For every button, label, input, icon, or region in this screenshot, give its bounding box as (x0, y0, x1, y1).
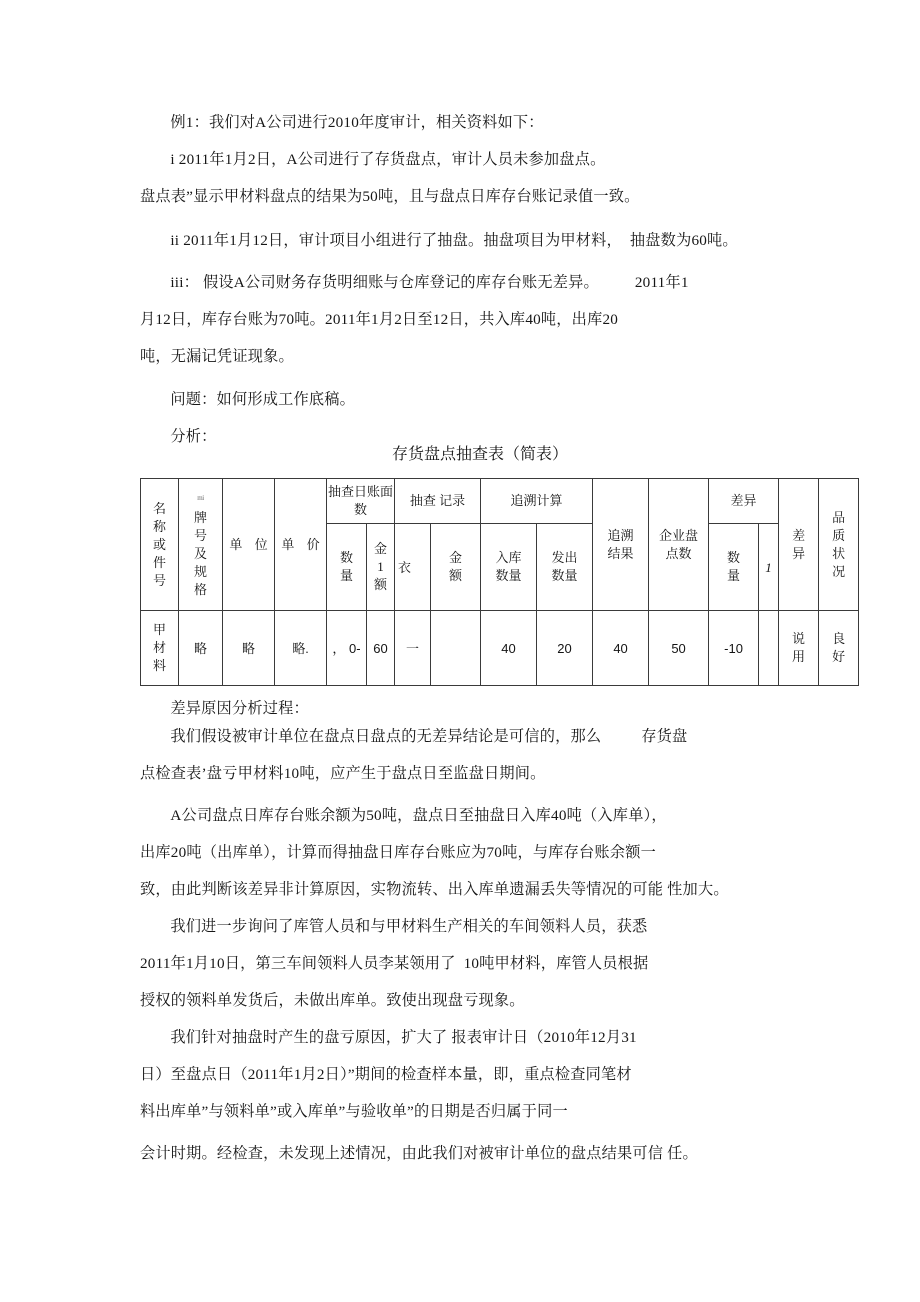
th-unit: 单 位 (223, 479, 275, 611)
cell-record-qty: 一 (395, 611, 431, 686)
cell-diff-extra (759, 611, 779, 686)
paragraph-p11 (140, 718, 820, 755)
th-unit-price: 单 价 (275, 479, 327, 611)
paragraph-text: 吨，无漏记凭证现象。 (140, 348, 294, 365)
cell-spec: 略 (179, 611, 223, 686)
cell-name: 甲材料 (141, 611, 179, 686)
th-sub-outbound-qty: 发出数量 (537, 524, 593, 611)
paragraph-text: ii 2011年1月12日，审计项目小组进行了抽盘。抽盘项目为甲材料， 抽盘数为60吨。 (170, 232, 738, 249)
cell-book-qty: ， 0- (327, 611, 367, 686)
cell-record-amount (431, 611, 481, 686)
paragraph-text: 差异原因分析过程： (170, 700, 309, 717)
inventory-spot-check-table (140, 478, 859, 686)
cell-trace-out: 20 (537, 611, 593, 686)
th-sub-record-qty: 衣 (395, 524, 431, 611)
paragraph-p18 (140, 982, 820, 1019)
th-brand-superscript: mi (197, 493, 204, 502)
paragraph-text: 点检查表’盘亏甲材料10吨，应产生于盘点日至监盘日期间。 (140, 765, 546, 782)
paragraph-p8 (140, 381, 820, 418)
paragraph-text: A公司盘点日库存台账余额为50吨，盘点日至抽盘日入库40吨（入库单）， (170, 807, 667, 824)
paragraph-text: 会计时期。经检查，未发现上述情况，由此我们对被审计单位的盘点结果可信 任。 (140, 1145, 698, 1162)
paragraph-p19 (140, 1019, 820, 1056)
paragraph-text: 问题：如何形成工作底稿。 (170, 391, 356, 408)
paragraph-text: 日）至盘点日（2011年1月2日）”期间的检查样本量，即，重点检查同笔材 (140, 1066, 632, 1083)
cell-diff-reason: 说用 (779, 611, 819, 686)
th-sub-diff-extra (759, 524, 779, 611)
paragraph-p6 (140, 301, 820, 338)
th-quality-status: 品质状况 (819, 479, 859, 611)
th-enterprise-count: 企业盘点数 (649, 479, 709, 611)
th-sub-inbound-qty: 入库数量 (481, 524, 537, 611)
paragraph-text: 盘点表”显示甲材料盘点的结果为50吨，且与盘点日库存台账记录值一致。 (140, 188, 640, 205)
paragraph-text: iii： 假设A公司财务存货明细账与仓库登记的库存台账无差异。 2011年1 (170, 274, 689, 291)
paragraph-p1 (140, 104, 820, 141)
table-row (141, 611, 859, 686)
paragraph-p7 (140, 338, 820, 375)
cell-diff-qty: -10 (709, 611, 759, 686)
paragraph-p5 (140, 264, 820, 301)
paragraph-p16 (140, 908, 820, 945)
slash-mark: 1 (765, 559, 772, 575)
paragraph-p15 (140, 871, 820, 908)
cell-unit: 略 (223, 611, 275, 686)
th-spotcheck-record-group: 抽查 记录 (395, 479, 481, 524)
cell-trace-in: 40 (481, 611, 537, 686)
th-sub-diff-qty: 数量 (709, 524, 759, 611)
th-sub-book-amount: 金1额 (367, 524, 395, 611)
cell-trace-result: 40 (593, 611, 649, 686)
th-sub-record-amount: 金额 (431, 524, 481, 611)
cell-book-amount: 60 (367, 611, 395, 686)
cell-quality: 良好 (819, 611, 859, 686)
th-trace-calc-group: 追溯计算 (481, 479, 593, 524)
th-book-qty-group: 抽查日账面数 (327, 479, 395, 524)
paragraph-p21 (140, 1093, 820, 1130)
paragraph-p22 (140, 1135, 820, 1172)
paragraph-p13 (140, 797, 820, 834)
table-header-row-1 (141, 479, 859, 524)
paragraph-text: 致，由此判断该差异非计算原因，实物流转、出入库单遗漏丢失等情况的可能 性加大。 (140, 881, 729, 898)
paragraph-p20 (140, 1056, 820, 1093)
table-title: 存货盘点抽查表（简表） (391, 446, 568, 463)
paragraph-text: 例1：我们对A公司进行2010年度审计，相关资料如下： (170, 114, 544, 131)
paragraph-text: 我们进一步询问了库管人员和与甲材料生产相关的车间领料人员，获悉 (170, 918, 648, 935)
paragraph-p12 (140, 755, 820, 792)
paragraph-text: 授权的领料单发货后，未做出库单。致使出现盘亏现象。 (140, 992, 525, 1009)
th-sub-book-qty: 数量 (327, 524, 367, 611)
paragraph-text: 分析： (170, 428, 217, 445)
paragraph-p14 (140, 834, 820, 871)
paragraph-text: 月12日，库存台账为70吨。2011年1月2日至12日，共入库40吨，出库20 (140, 311, 619, 328)
paragraph-text: i 2011年1月2日，A公司进行了存货盘点，审计人员未参加盘点。 (170, 151, 606, 168)
paragraph-text: 出库20吨（出库单），计算而得抽盘日库存台账应为70吨，与库存台账余额一 (140, 844, 656, 861)
paragraph-text: 2011年1月10日，第三车间领料人员李某领用了 10吨甲材料，库管人员根据 (140, 955, 649, 972)
paragraph-p17 (140, 945, 820, 982)
paragraph-p4 (140, 222, 820, 259)
paragraph-p2 (140, 141, 820, 178)
th-difference-group: 差异 (709, 479, 779, 524)
th-brand-and-spec: $^{mi}$ 牌号及规格 (179, 479, 223, 611)
paragraph-text: 料出库单”与领料单”或入库单”与验收单”的日期是否归属于同一 (140, 1103, 568, 1120)
paragraph-p3 (140, 178, 820, 215)
cell-enterprise-count: 50 (649, 611, 709, 686)
th-difference-reason: 差异 (779, 479, 819, 611)
paragraph-text: 我们针对抽盘时产生的盘亏原因，扩大了 报表审计日（2010年12月31 (170, 1029, 637, 1046)
cell-price: 略. (275, 611, 327, 686)
paragraph-text: 我们假设被审计单位在盘点日盘点的无差异结论是可信的，那么 存货盘 (170, 728, 688, 745)
th-trace-result: 追溯结果 (593, 479, 649, 611)
th-name-or-part-no: 名称或件号 (141, 479, 179, 611)
